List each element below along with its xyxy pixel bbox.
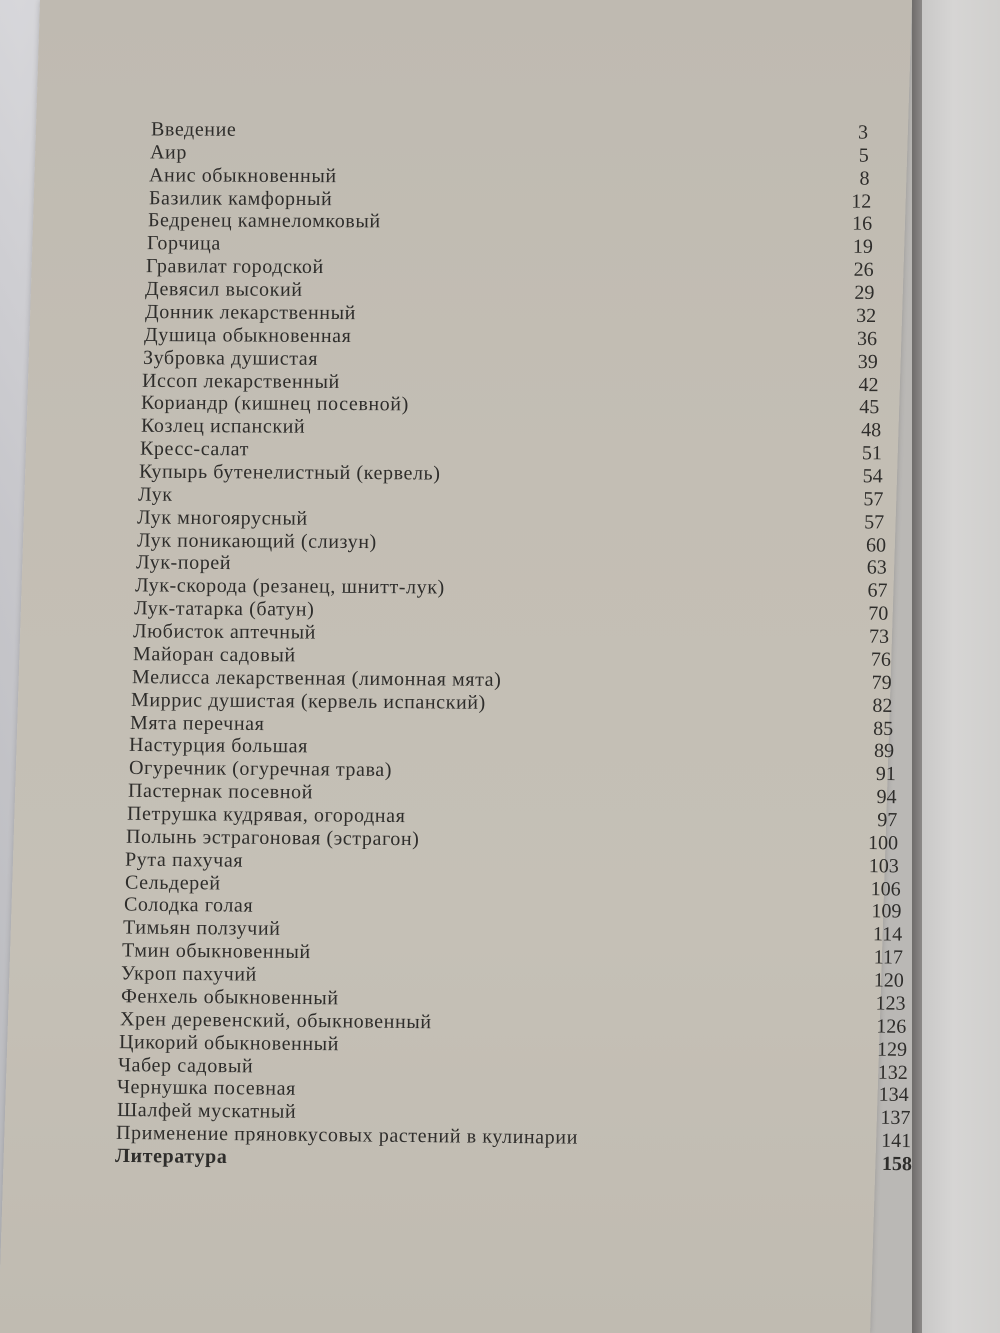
toc-entry-title: Литература (114, 1144, 228, 1169)
toc-entry-page-number: 39 (857, 350, 878, 373)
toc-entry-page-number: 70 (868, 602, 889, 625)
toc-entry-page-number: 120 (874, 969, 905, 992)
toc-entry-page-number: 8 (859, 167, 870, 190)
toc-entry-page-number: 76 (870, 648, 891, 671)
toc-entry-page-number: 63 (866, 556, 887, 580)
toc-entry-page-number: 26 (853, 258, 874, 282)
toc-entry-page-number: 45 (859, 396, 880, 419)
toc-entry-title: Фенхель обыкновенный (120, 985, 339, 1010)
toc-entry-title: Мелисса лекарственная (лимонная мята) (131, 665, 502, 691)
toc-entry-title: Сельдерей (124, 871, 221, 895)
toc-entry-title: Лук многоярусный (137, 506, 309, 530)
toc-entry-title: Лук-скорода (резанец, шнитт-лук) (134, 574, 445, 599)
toc-entry-title: Лук (138, 483, 173, 506)
toc-entry-title: Гравилат городской (146, 255, 325, 279)
toc-entry-page-number: 16 (851, 213, 872, 236)
toc-entry-page-number: 82 (872, 694, 893, 717)
toc-entry-page-number: 106 (870, 877, 901, 901)
toc-entry-title: Настурция большая (129, 734, 309, 758)
toc-entry-page-number: 114 (872, 923, 903, 946)
toc-entry-page-number: 100 (868, 831, 899, 855)
toc-entry-title: Миррис душистая (кервель испанский) (130, 688, 486, 714)
toc-entry-title: Донник лекарственный (144, 300, 356, 325)
toc-entry-title: Чернушка посевная (117, 1076, 297, 1101)
toc-entry-title: Тмин обыкновенный (122, 939, 312, 964)
toc-entry-title: Чабер садовый (118, 1053, 254, 1077)
toc-entry-title: Иссоп лекарственный (142, 369, 341, 393)
toc-entry-page-number: 5 (858, 144, 869, 167)
toc-entry-page-number: 129 (876, 1038, 908, 1061)
toc-entry-title: Майоран садовый (132, 643, 296, 667)
toc-entry-page-number: 123 (875, 992, 906, 1015)
toc-entry-title: Базилик камфорный (148, 186, 332, 210)
toc-entry-page-number: 48 (860, 419, 881, 442)
toc-entry-page-number: 29 (854, 281, 875, 305)
toc-entry-title: Лук-татарка (батун) (134, 597, 315, 621)
toc-entry-title: Хрен деревенский, обыкновенный (119, 1008, 432, 1034)
toc-entry-page-number: 103 (869, 854, 900, 878)
toc-entry-page-number: 117 (873, 946, 904, 969)
toc-entry-title: Укроп пахучий (121, 962, 258, 986)
toc-entry-page-number: 57 (863, 488, 884, 511)
toc-entry-title: Применение пряновкусовых растений в кулинарии (115, 1122, 578, 1149)
toc-entry-title: Лук поникающий (слизун) (136, 529, 377, 553)
toc-entry-page-number: 126 (876, 1015, 907, 1038)
toc-entry-title: Тимьян ползучий (122, 916, 281, 941)
toc-entry-page-number: 73 (869, 625, 890, 648)
toc-entry-title: Горчица (146, 232, 221, 255)
toc-entry-page-number: 109 (871, 900, 902, 923)
toc-entry-page-number: 3 (857, 121, 869, 144)
toc-entry-page-number: 85 (873, 717, 894, 740)
toc-entry-title: Петрушка кудрявая, огородная (126, 802, 406, 828)
toc-entry-title: Купырь бутенелистный (кервель) (138, 460, 441, 485)
toc-entry-page-number: 97 (877, 809, 898, 832)
toc-entry-page-number: 91 (875, 763, 896, 786)
toc-entry-page-number: 57 (864, 511, 885, 534)
toc-entry-title: Введение (150, 118, 237, 141)
toc-entry-title: Пастернак посевной (127, 779, 313, 804)
toc-entry-page-number: 51 (861, 442, 882, 465)
toc-entry-title: Аир (150, 141, 188, 164)
toc-entry-page-number: 132 (877, 1061, 909, 1084)
toc-entry-page-number: 141 (880, 1129, 912, 1153)
toc-entry-page-number: 32 (855, 304, 876, 327)
toc-entry-page-number: 67 (867, 579, 888, 602)
toc-entry-page-number: 89 (874, 740, 895, 763)
toc-entry-page-number: 79 (871, 671, 892, 694)
toc-entry-title: Кориандр (кишнец посевной) (141, 392, 410, 416)
toc-entry-title: Мята перечная (130, 711, 265, 735)
toc-entry-title: Огуречник (огуречная трава) (128, 757, 392, 782)
toc-entry-page-number: 19 (852, 236, 873, 259)
toc-entry-title: Любисток аптечный (133, 620, 317, 644)
toc-entry-title: Козлец испанский (140, 414, 305, 439)
toc-entry-title: Шалфей мускатный (116, 1099, 296, 1124)
toc-entry-title: Полынь эстрагоновая (эстрагон) (126, 825, 420, 851)
toc-entry-title: Кресс-салат (139, 437, 249, 461)
toc-entry-title: Душица обыкновенная (143, 323, 352, 347)
toc-entry-title: Девясил высокий (145, 278, 304, 301)
toc-entry-title: Рута пахучая (125, 848, 244, 872)
toc-entry-page-number: 60 (865, 534, 886, 557)
toc-entry-page-number: 158 (881, 1152, 913, 1176)
toc-entry-page-number: 42 (858, 373, 879, 396)
toc-entry-page-number: 54 (862, 465, 883, 488)
toc-entry-page-number: 134 (878, 1084, 910, 1107)
toc-entry-title: Бедренец камнеломковый (147, 209, 381, 233)
toc-entry-title: Солодка голая (123, 893, 254, 918)
toc-entry-page-number: 137 (879, 1107, 911, 1130)
toc-entry-page-number: 36 (856, 327, 877, 350)
toc-entry-title: Анис обыкновенный (149, 164, 338, 187)
toc-entry-page-number: 12 (850, 190, 871, 213)
toc-entry-title: Цикорий обыкновенный (118, 1030, 340, 1055)
toc-entry-title: Зубровка душистая (142, 346, 319, 370)
toc-entry-page-number: 94 (876, 786, 897, 809)
toc-entry-title: Лук-порей (135, 551, 232, 575)
